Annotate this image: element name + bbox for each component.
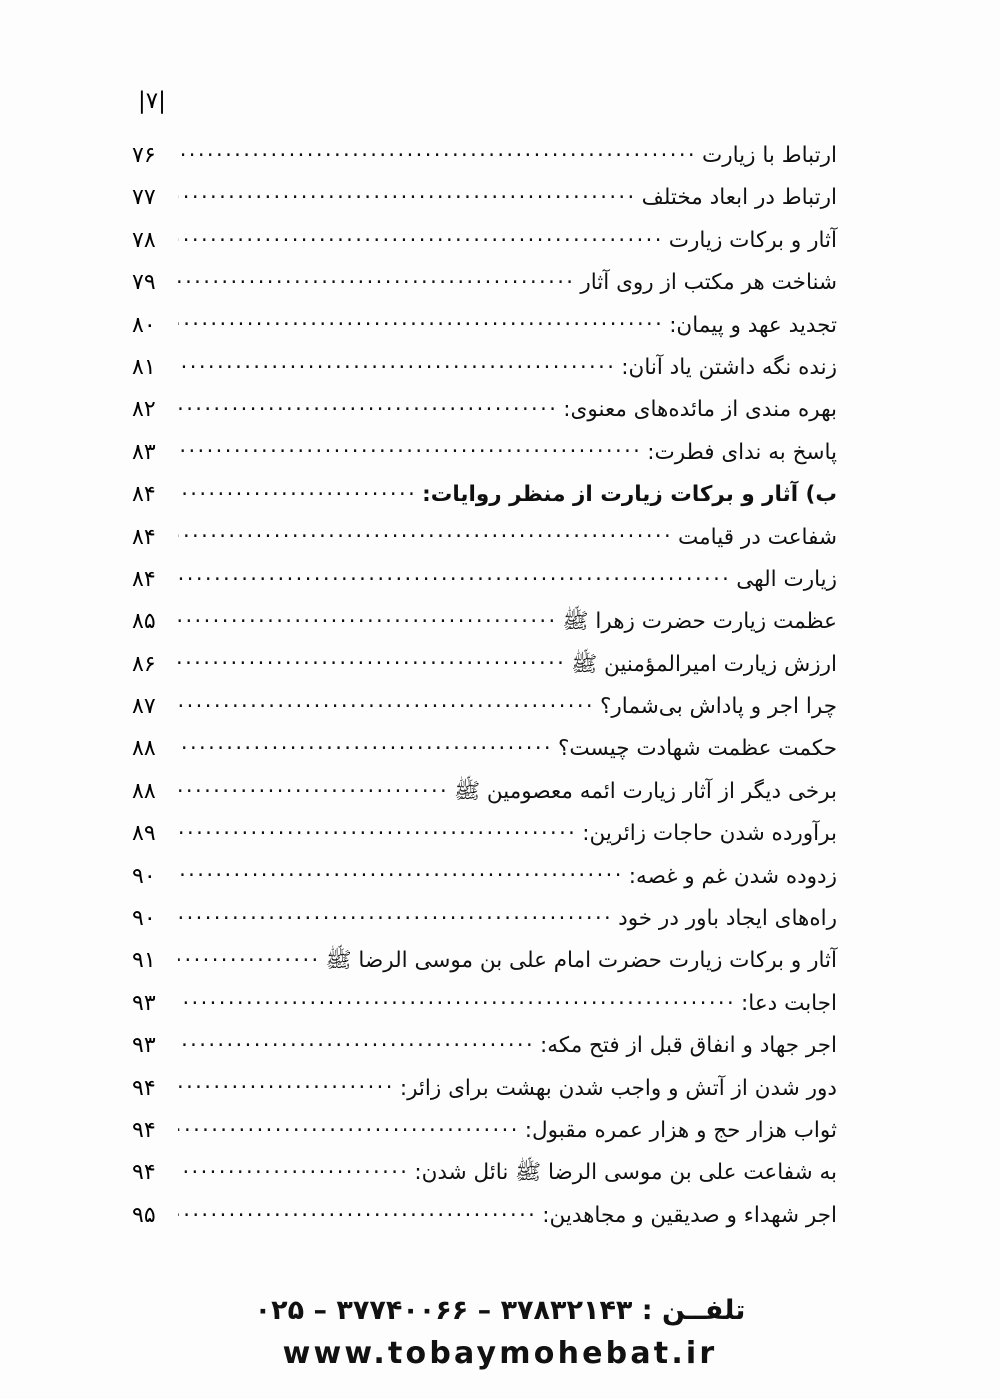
toc-dot-leader — [178, 443, 642, 459]
toc-dot-leader — [178, 273, 575, 289]
toc-dot-leader — [178, 1206, 537, 1222]
toc-dot-leader — [178, 146, 697, 162]
toc-entry-title: ب) آثار و برکات زیارت از منظر روایات: — [422, 482, 837, 508]
toc-entry[interactable] — [132, 1118, 837, 1160]
toc-entry-page-number: ۹۳ — [132, 1033, 156, 1059]
page-folio-number: |۷| — [138, 88, 166, 114]
toc-dot-leader — [178, 188, 637, 204]
toc-entry-title: زدوده شدن غم و غصه: — [628, 863, 837, 889]
toc-entry[interactable] — [132, 864, 837, 906]
toc-entry-title: چرا اجر و پاداش بی‌شمار؟ — [600, 694, 837, 720]
toc-entry-page-number: ۸۰ — [132, 312, 156, 338]
toc-entry-title: زنده نگه داشتن یاد آنان: — [621, 354, 837, 380]
toc-entry-title: بهره مندی از مائده‌های معنوی: — [563, 397, 837, 423]
toc-entry-title: آثار و برکات زیارت حضرت امام علی بن موسی الرضا ﷺ — [325, 948, 837, 974]
toc-entry-page-number: ۹۴ — [132, 1075, 156, 1101]
toc-entry-page-number: ۷۶ — [132, 143, 156, 168]
toc-entry-title: پاسخ به ندای فطرت: — [647, 439, 837, 465]
toc-entry[interactable] — [132, 736, 837, 778]
toc-entry-title: آثار و برکات زیارت — [668, 227, 837, 253]
toc-entry-title: دور شدن از آتش و واجب شدن بهشت برای زائر: — [399, 1075, 837, 1101]
toc-entry[interactable] — [132, 440, 837, 482]
toc-entry[interactable] — [132, 779, 837, 821]
toc-entry[interactable] — [132, 609, 837, 651]
toc-entry-title: راه‌های ایجاد باور در خود — [618, 906, 837, 932]
toc-entry-page-number: ۸۴ — [132, 482, 156, 508]
toc-dot-leader — [178, 528, 673, 544]
toc-entry[interactable] — [132, 525, 837, 567]
toc-dot-leader — [178, 1121, 520, 1137]
toc-entry-title: زیارت الهی — [736, 566, 837, 592]
toc-dot-leader — [178, 951, 321, 967]
toc-entry[interactable] — [132, 228, 837, 270]
toc-entry[interactable] — [132, 1203, 837, 1245]
toc-entry[interactable] — [132, 821, 837, 863]
toc-entry-page-number: ۹۴ — [132, 1160, 156, 1186]
toc-entry-title: شفاعت در قیامت — [678, 524, 837, 550]
toc-entry-page-number: ۷۹ — [132, 270, 156, 296]
toc-dot-leader — [178, 316, 664, 332]
toc-entry-page-number: ۸۳ — [132, 439, 156, 465]
footer-phone-line: تلفــن : ۳۷۸۳۲۱۴۳ – ۳۷۷۴۰۰۶۶ – ۰۲۵ — [254, 1295, 746, 1326]
toc-entry-title: برخی دیگر از آثار زیارت ائمه معصومین ﷺ — [454, 778, 837, 804]
toc-entry[interactable] — [132, 948, 837, 990]
toc-entry[interactable] — [132, 270, 837, 312]
toc-entry-title: حکمت عظمت شهادت چیست؟ — [558, 736, 837, 762]
toc-entry-page-number: ۸۴ — [132, 524, 156, 550]
toc-entry-page-number: ۷۸ — [132, 227, 156, 253]
toc-entry[interactable] — [132, 1033, 837, 1075]
toc-entry-page-number: ۸۹ — [132, 821, 156, 847]
toc-dot-leader — [178, 358, 616, 374]
table-of-contents — [132, 143, 837, 1245]
footer-website: www.tobaymohebat.ir — [282, 1336, 718, 1371]
toc-entry-title: برآورده شدن حاجات زائرین: — [582, 821, 837, 847]
toc-entry-title: تجدید عهد و پیمان: — [669, 312, 837, 338]
toc-entry-page-number: ۸۵ — [132, 609, 156, 635]
toc-dot-leader — [178, 612, 558, 628]
toc-entry-page-number: ۸۲ — [132, 397, 156, 423]
toc-entry-page-number: ۸۱ — [132, 354, 156, 380]
toc-dot-leader — [178, 994, 736, 1010]
toc-dot-leader — [178, 485, 417, 501]
toc-dot-leader — [178, 1036, 535, 1052]
toc-entry[interactable] — [132, 567, 837, 609]
toc-dot-leader — [178, 697, 595, 713]
toc-entry[interactable] — [132, 1076, 837, 1118]
toc-entry[interactable] — [132, 482, 837, 524]
toc-entry[interactable] — [132, 694, 837, 736]
toc-entry[interactable] — [132, 397, 837, 439]
toc-entry-title: ارتباط در ابعاد مختلف — [641, 185, 837, 211]
toc-entry-title: اجابت دعا: — [741, 990, 837, 1016]
toc-dot-leader — [178, 1163, 409, 1179]
toc-dot-leader — [178, 782, 449, 798]
toc-entry-title: ارزش زیارت امیرالمؤمنین ﷺ — [571, 651, 837, 677]
toc-dot-leader — [178, 655, 566, 671]
toc-entry[interactable] — [132, 991, 837, 1033]
toc-dot-leader — [178, 867, 624, 883]
toc-entry-page-number: ۸۷ — [132, 694, 156, 720]
toc-dot-leader — [178, 231, 664, 247]
toc-entry-page-number: ۸۸ — [132, 736, 156, 762]
toc-entry-page-number: ۹۵ — [132, 1202, 156, 1228]
toc-entry-page-number: ۸۴ — [132, 566, 156, 592]
toc-entry-page-number: ۹۰ — [132, 906, 156, 932]
toc-entry-title: عظمت زیارت حضرت زهرا ﷺ — [562, 609, 837, 635]
toc-dot-leader — [178, 739, 553, 755]
toc-dot-leader — [178, 1079, 395, 1095]
toc-entry-title: به شفاعت علی بن موسی الرضا ﷺ نائل شدن: — [414, 1160, 837, 1186]
toc-entry-page-number: ۹۴ — [132, 1117, 156, 1143]
toc-entry-title: ثواب هزار حج و هزار عمره مقبول: — [524, 1117, 837, 1143]
toc-entry-page-number: ۹۱ — [132, 948, 156, 974]
toc-entry[interactable] — [132, 355, 837, 397]
toc-entry-page-number: ۸۶ — [132, 651, 156, 677]
toc-dot-leader — [178, 824, 577, 840]
toc-entry-page-number: ۸۸ — [132, 778, 156, 804]
toc-entry-title: اجر جهاد و انفاق قبل از فتح مکه: — [540, 1033, 837, 1059]
toc-entry-title: اجر شهداء و صدیقین و مجاهدین: — [542, 1202, 837, 1228]
toc-entry-page-number: ۹۰ — [132, 863, 156, 889]
toc-entry[interactable] — [132, 652, 837, 694]
toc-entry[interactable] — [132, 185, 837, 227]
toc-entry-page-number: ۹۳ — [132, 990, 156, 1016]
toc-dot-leader — [178, 909, 613, 925]
toc-dot-leader — [178, 570, 731, 586]
toc-entry-page-number: ۷۷ — [132, 185, 156, 211]
toc-entry-title: شناخت هر مکتب از روی آثار — [580, 270, 837, 296]
toc-entry[interactable] — [132, 906, 837, 948]
toc-dot-leader — [178, 400, 558, 416]
toc-entry[interactable] — [132, 313, 837, 355]
toc-entry[interactable] — [132, 143, 837, 185]
toc-entry[interactable] — [132, 1160, 837, 1202]
toc-entry-title: ارتباط با زیارت — [701, 143, 837, 168]
page-footer — [0, 1295, 1000, 1371]
